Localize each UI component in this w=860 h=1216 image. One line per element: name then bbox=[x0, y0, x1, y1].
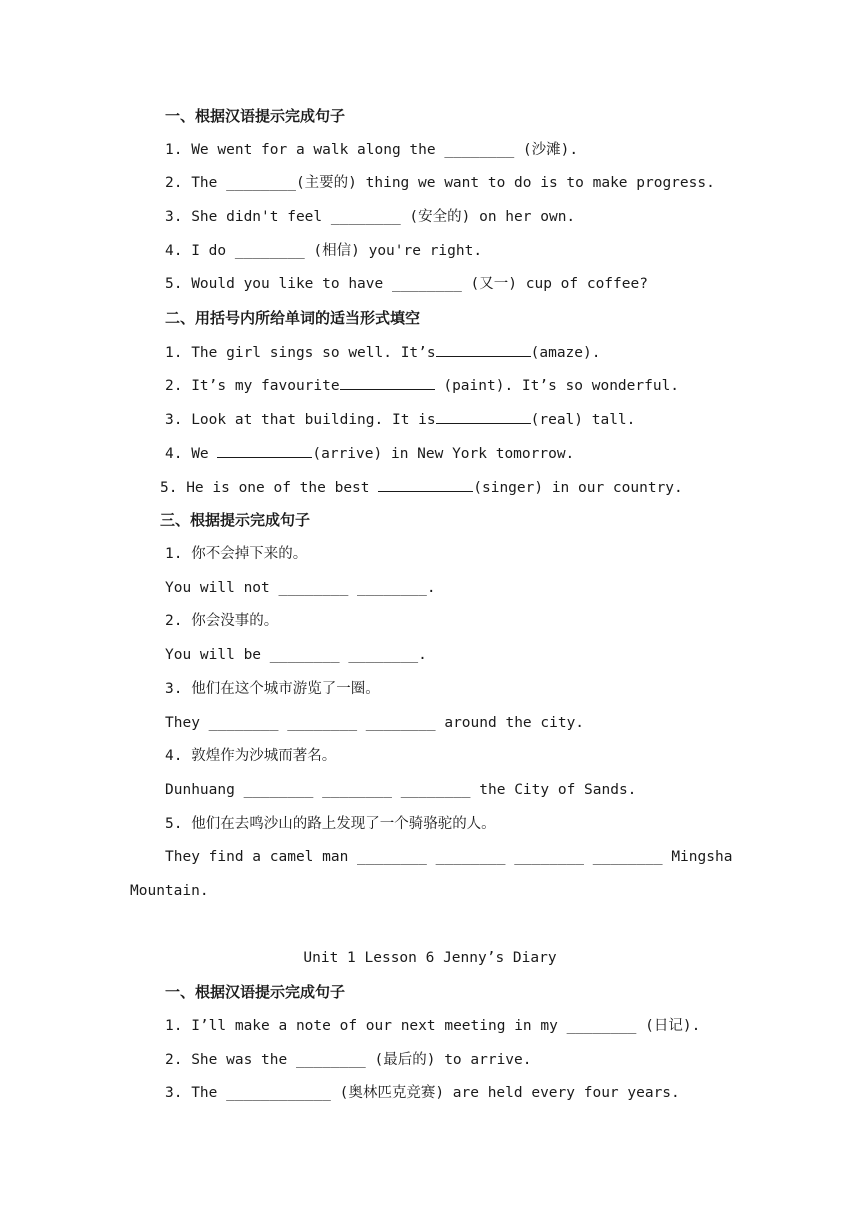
section-heading: 二、用括号内所给单词的适当形式填空 bbox=[165, 309, 421, 327]
section-heading: 三、根据提示完成句子 bbox=[160, 511, 311, 529]
item-text: (singer) in our country. bbox=[473, 480, 683, 496]
chinese-prompt: 2. 你会没事的。 bbox=[165, 613, 279, 629]
chinese-prompt: 3. 他们在这个城市游览了一圈。 bbox=[165, 681, 380, 697]
item-text: (arrive) in New York tomorrow. bbox=[312, 446, 575, 462]
chinese-prompt: 1. 你不会掉下来的。 bbox=[165, 546, 308, 562]
unit-title: Unit 1 Lesson 6 Jenny’s Diary bbox=[303, 950, 557, 966]
english-sentence: They find a camel man ________ ________ ________ ________ Mingsha bbox=[165, 849, 733, 865]
item-text: 1. The girl sings so well. It’s bbox=[165, 345, 436, 361]
chinese-prompt: 5. 他们在去鸣沙山的路上发现了一个骑骆驼的人。 bbox=[165, 816, 496, 832]
exercise-item bbox=[165, 375, 679, 396]
item-text: 2. It’s my favourite bbox=[165, 378, 340, 394]
item-text: 5. He is one of the best bbox=[160, 480, 379, 496]
exercise-item: 2. She was the ________ (最后的) to arrive. bbox=[165, 1052, 532, 1068]
exercise-item: 1. We went for a walk along the ________ (沙滩). bbox=[165, 142, 579, 158]
answer-blank[interactable] bbox=[436, 342, 531, 357]
chinese-prompt: 4. 敦煌作为沙城而著名。 bbox=[165, 748, 337, 764]
english-sentence: You will not ________ ________. bbox=[165, 580, 436, 596]
exercise-item: 4. I do ________ (相信) you're right. bbox=[165, 243, 483, 259]
exercise-item bbox=[160, 477, 683, 498]
item-text: (amaze). bbox=[530, 345, 601, 361]
english-sentence: They ________ ________ ________ around the city. bbox=[165, 715, 585, 731]
item-text: (real) tall. bbox=[530, 412, 636, 428]
exercise-item: 2. The ________(主要的) thing we want to do is to make progress. bbox=[165, 175, 715, 191]
answer-blank[interactable] bbox=[340, 375, 435, 390]
exercise-item: 3. She didn't feel ________ (安全的) on her own. bbox=[165, 209, 576, 225]
exercise-item: 5. Would you like to have ________ (又一) cup of coffee? bbox=[165, 276, 648, 292]
section-heading: 一、根据汉语提示完成句子 bbox=[165, 983, 346, 1001]
exercise-item: 1. I’ll make a note of our next meeting in my ________ (日记). bbox=[165, 1018, 701, 1034]
item-text: 3. Look at that building. It is bbox=[165, 412, 436, 428]
answer-blank[interactable] bbox=[436, 409, 531, 424]
exercise-item bbox=[165, 409, 635, 430]
exercise-item bbox=[165, 342, 600, 363]
english-sentence-continuation: Mountain. bbox=[130, 883, 209, 899]
item-text: 4. We bbox=[165, 446, 218, 462]
answer-blank[interactable] bbox=[217, 443, 312, 458]
english-sentence: Dunhuang ________ ________ ________ the City of Sands. bbox=[165, 782, 637, 798]
english-sentence: You will be ________ ________. bbox=[165, 647, 427, 663]
item-text: (paint). It’s so wonderful. bbox=[434, 378, 680, 394]
exercise-item bbox=[165, 443, 574, 464]
answer-blank[interactable] bbox=[378, 477, 473, 492]
exercise-item: 3. The ____________ (奥林匹克竞赛) are held every four years. bbox=[165, 1085, 680, 1101]
section-heading: 一、根据汉语提示完成句子 bbox=[165, 107, 346, 125]
